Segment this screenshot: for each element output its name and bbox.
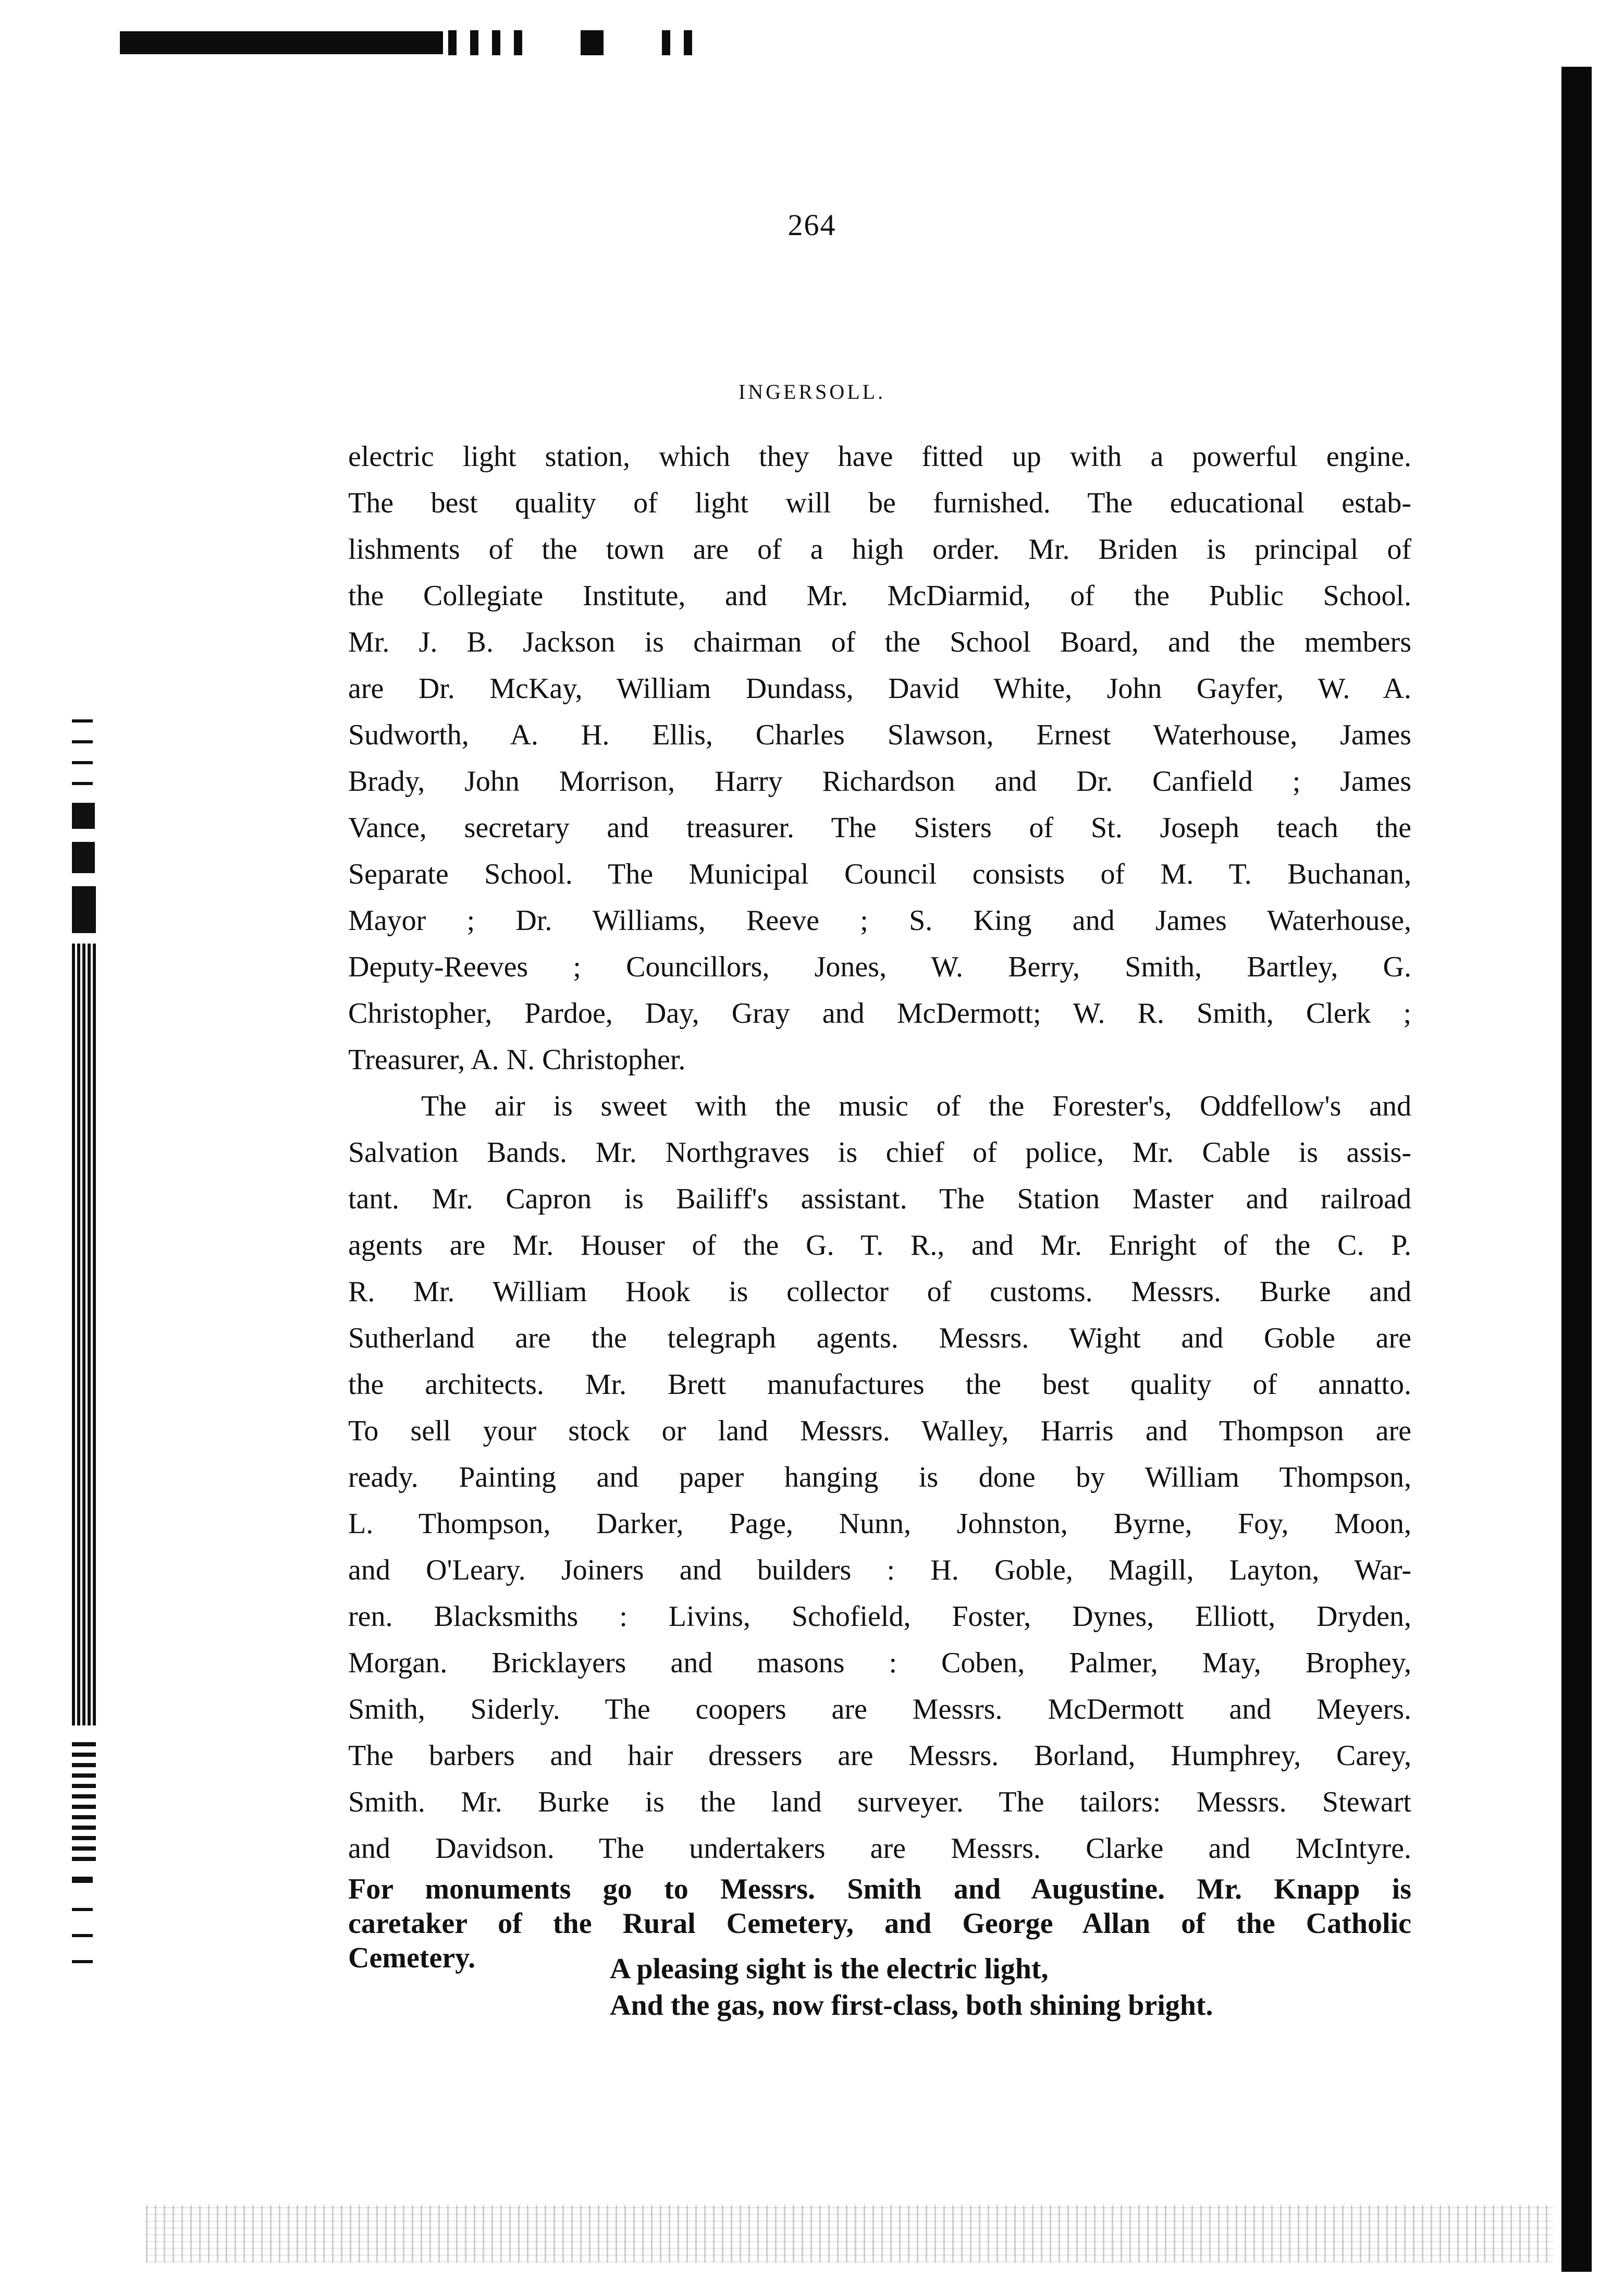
- text-line: For monuments go to Messrs. Smith and Augustine. Mr. Knapp is: [348, 1873, 1411, 1905]
- body-text: [348, 434, 1411, 1975]
- text-line: Cemetery.: [348, 1942, 476, 1974]
- scan-edge-ticks: [448, 30, 692, 55]
- text-line: ready. Painting and paper hanging is done by William Thompson,: [348, 1461, 1411, 1494]
- text-line: Salvation Bands. Mr. Northgraves is chief of police, Mr. Cable is assis-: [348, 1136, 1411, 1169]
- text-line: ren. Blacksmiths : Livins, Schofield, Foster, Dynes, Elliott, Dryden,: [348, 1600, 1411, 1633]
- text-line: Morgan. Bricklayers and masons : Coben, Palmer, May, Brophey,: [348, 1647, 1411, 1679]
- text-line: caretaker of the Rural Cemetery, and George Allan of the Catholic: [348, 1907, 1411, 1940]
- text-line: and O'Leary. Joiners and builders : H. Goble, Magill, Layton, War-: [348, 1554, 1411, 1586]
- text-line: and Davidson. The undertakers are Messrs. Clarke and McIntyre.: [348, 1832, 1411, 1865]
- text-line: Vance, secretary and treasurer. The Sisters of St. Joseph teach the: [348, 812, 1411, 844]
- text-line: Mr. J. B. Jackson is chairman of the School Board, and the members: [348, 626, 1411, 658]
- text-line: Brady, John Morrison, Harry Richardson and Dr. Canfield ; James: [348, 765, 1411, 798]
- closing-verse: [610, 1951, 1392, 2024]
- text-line: the architects. Mr. Brett manufactures the best quality of annatto.: [348, 1368, 1411, 1401]
- text-line: The best quality of light will be furnished. The educational estab-: [348, 487, 1411, 519]
- text-line: To sell your stock or land Messrs. Walley, Harris and Thompson are: [348, 1415, 1411, 1447]
- text-line: the Collegiate Institute, and Mr. McDiarmid, of the Public School.: [348, 580, 1411, 612]
- text-line: lishments of the town are of a high order. Mr. Briden is principal of: [348, 533, 1411, 566]
- text-line: Sutherland are the telegraph agents. Messrs. Wight and Goble are: [348, 1322, 1411, 1354]
- text-line: Christopher, Pardoe, Day, Gray and McDermott; W. R. Smith, Clerk ;: [348, 997, 1411, 1030]
- text-line: electric light station, which they have fitted up with a powerful engine.: [348, 440, 1411, 473]
- text-line: are Dr. McKay, William Dundass, David White, John Gayfer, W. A.: [348, 672, 1411, 705]
- text-line: The air is sweet with the music of the Forester's, Oddfellow's and: [421, 1090, 1411, 1122]
- text-line: R. Mr. William Hook is collector of customs. Messrs. Burke and: [348, 1276, 1411, 1308]
- scan-bottom-noise: [146, 2205, 1553, 2262]
- text-line: L. Thompson, Darker, Page, Nunn, Johnston, Byrne, Foy, Moon,: [348, 1508, 1411, 1540]
- text-line: tant. Mr. Capron is Bailiff's assistant. The Station Master and railroad: [348, 1183, 1411, 1215]
- verse-line: A pleasing sight is the electric light,: [610, 1953, 1049, 1985]
- verse-line: And the gas, now first-class, both shining bright.: [610, 1989, 1213, 2022]
- text-line: agents are Mr. Houser of the G. T. R., and Mr. Enright of the C. P.: [348, 1229, 1411, 1262]
- text-line: Separate School. The Municipal Council consists of M. T. Buchanan,: [348, 858, 1411, 890]
- text-line: Deputy-Reeves ; Councillors, Jones, W. Berry, Smith, Bartley, G.: [348, 951, 1411, 983]
- text-line: Mayor ; Dr. Williams, Reeve ; S. King and James Waterhouse,: [348, 904, 1411, 937]
- scan-edge-mark: [120, 31, 443, 54]
- text-line: Smith. Mr. Burke is the land surveyer. The tailors: Messrs. Stewart: [348, 1786, 1411, 1818]
- scan-left-binding: [72, 719, 99, 2085]
- page-number: 264: [788, 208, 836, 242]
- text-line: Treasurer, A. N. Christopher.: [348, 1044, 686, 1076]
- text-line: The barbers and hair dressers are Messrs. Borland, Humphrey, Carey,: [348, 1740, 1411, 1772]
- text-line: Smith, Siderly. The coopers are Messrs. McDermott and Meyers.: [348, 1693, 1411, 1725]
- text-line: Sudworth, A. H. Ellis, Charles Slawson, Ernest Waterhouse, James: [348, 719, 1411, 751]
- running-head: INGERSOLL.: [738, 380, 886, 403]
